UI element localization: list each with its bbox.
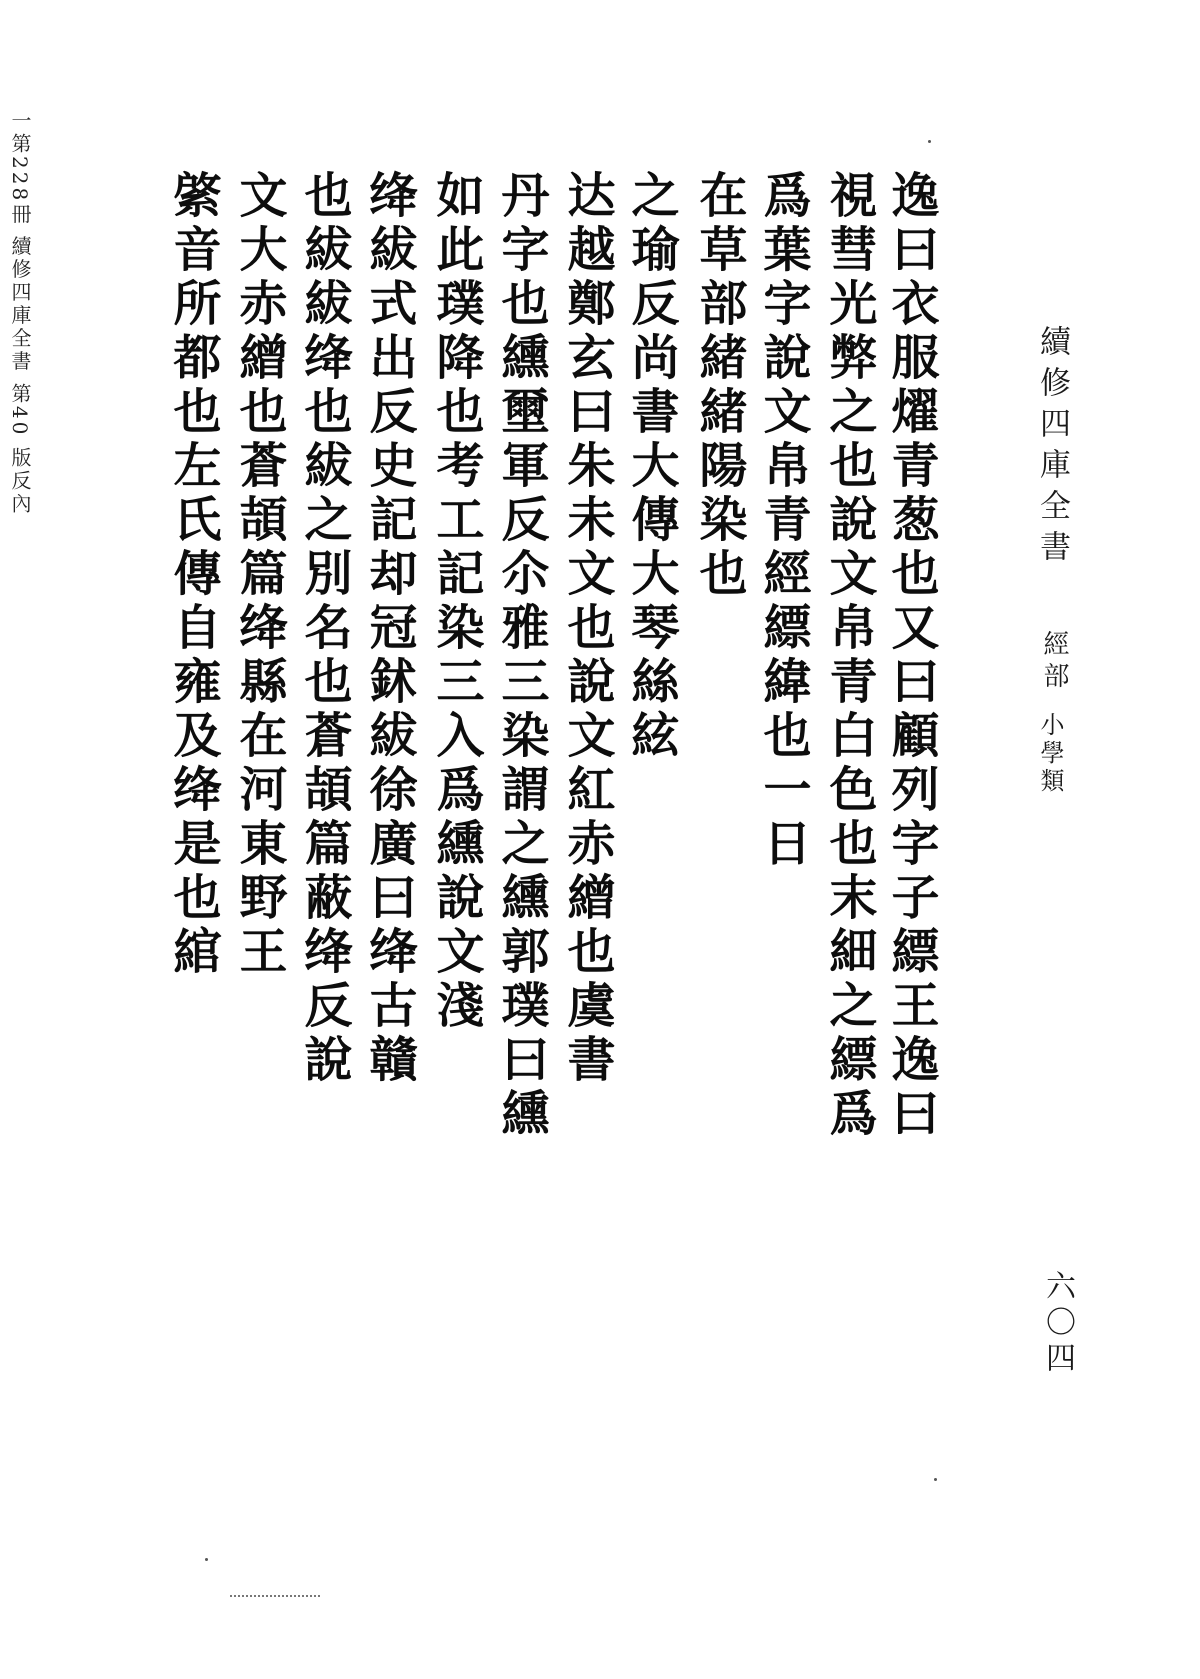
text-column-4: 在草部緒緒陽染也	[691, 170, 747, 602]
scan-artifact-dots	[230, 1595, 320, 1600]
text-column-5: 之瑜反尚書大傳大琴絲絃	[623, 170, 679, 764]
scan-speck	[205, 1558, 208, 1561]
text-column-10: 也紱紱绛也紱之別名也蒼頡篇蔽绛反說	[296, 170, 352, 1088]
scan-speck	[934, 1478, 937, 1481]
page-number: 六〇四	[1040, 1270, 1075, 1378]
text-column-3: 爲葉字說文帛青經縹緯也一日	[755, 170, 811, 872]
text-column-12: 綮音所都也左氏傳自雍及绛是也綰	[165, 170, 221, 980]
text-column-9: 绛紱式出反史記却冠鉥紱徐廣曰绛古贛	[361, 170, 417, 1088]
margin-note: 一第228冊 續修四庫全書 第40 版反內	[8, 110, 32, 516]
text-column-6: 达越鄭玄曰朱未文也說文紅赤繒也虞書	[559, 170, 615, 1088]
text-column-2: 視彗光弊之也說文帛青白色也末細之縹爲	[821, 170, 877, 1142]
text-column-1: 逸曰衣服燿青葱也又曰顧列字子縹王逸曰	[883, 170, 939, 1142]
section-category: 經部	[1039, 630, 1069, 694]
section-subcategory: 小學類	[1036, 712, 1064, 796]
text-column-8: 如此璞降也考工記染三入爲纁說文淺	[428, 170, 484, 1034]
book-title: 續修四庫全書	[1034, 325, 1070, 571]
text-column-11: 文大赤繒也蒼頡篇绛縣在河東野王	[231, 170, 287, 980]
text-column-7: 丹字也纁壐軍反尒雅三染謂之纁郭璞曰纁	[493, 170, 549, 1142]
scan-speck	[928, 140, 931, 143]
